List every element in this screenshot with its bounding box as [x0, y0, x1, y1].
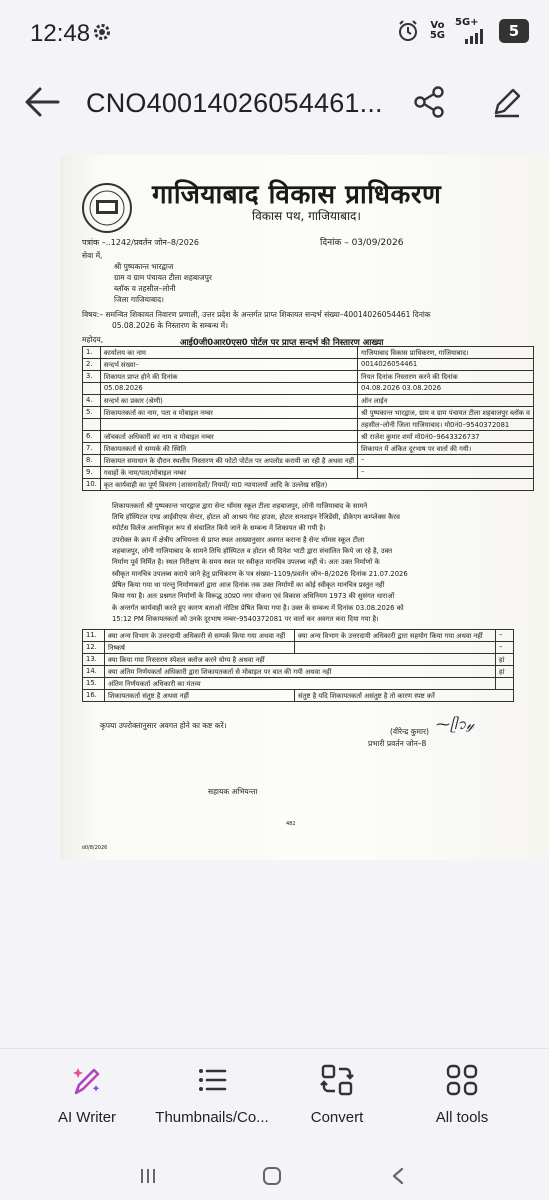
detail-line: स्वीकृत मानचित्र उपलब्ध कराये जाने हेतु प्राधिकरण के पत्र संख्या–1109/प्रवर्तन जोन–8/2026 दिनांक 21.07.2026	[112, 570, 408, 578]
table-row: 1. कार्यालय का नाम गाजियाबाद विकास प्राधिकरण, गाजियाबाद।	[83, 347, 534, 359]
salutation: महोदय,	[82, 335, 104, 344]
convert-button[interactable]	[272, 1063, 402, 1126]
signatory-name: (वीरेन्द्र कुमार)	[390, 727, 429, 736]
all-tools-icon	[445, 1063, 479, 1097]
thumbnails-label: Thumbnails/Co...	[155, 1109, 269, 1126]
table-row: 15. अंतिम निर्णयकर्ता अधिकारी का मंतव्य	[83, 678, 514, 690]
letter-date: दिनांक – 03/09/2026	[320, 238, 404, 248]
recent-apps-icon[interactable]	[138, 1166, 158, 1186]
document-page	[60, 155, 549, 860]
convert-label: Convert	[310, 1109, 364, 1126]
status-time: 12:48	[30, 20, 91, 47]
table-row: 4. सन्दर्भ का प्रकार (श्रेणी) ऑन लाईन	[83, 395, 534, 407]
table-row: 2. सन्दर्भ संख्या– 0014026054461	[83, 359, 534, 371]
recipient-line-2: ग्राम व ग्राम पंचायत टीला शहबाजपुर	[114, 273, 212, 282]
document-viewer[interactable]	[60, 155, 549, 860]
table-row: 7. शिकायतकर्ता से सम्पर्क की स्थिति शिकायत में अंकित दूरभाष पर वार्ता की गयी।	[83, 443, 534, 455]
gda-logo	[82, 183, 132, 233]
table-row: 14. क्या अंतिम निर्णयकर्ता अधिकारी द्वारा शिकायतकर्ता से मोबाइल पर बात की गयी अथवा नहीं हां	[83, 666, 514, 678]
table-row: 12. निष्कर्ष –	[83, 642, 514, 654]
detail-line: स्पोर्टस विलेज अनाधिकृत रूप से संचालित किये जाने के सम्बन्ध में शिकायत की गयी है।	[112, 524, 326, 532]
signal-group	[455, 18, 489, 44]
back-arrow-icon[interactable]	[22, 84, 62, 120]
thumbnails-icon	[195, 1063, 229, 1097]
alarm-icon	[396, 19, 420, 43]
letter-number: पत्रांक –..1242/प्रवर्तन जोन–8/2026	[82, 238, 199, 247]
disposal-table-2	[82, 629, 514, 702]
home-icon[interactable]	[262, 1166, 282, 1186]
signal-icon	[465, 28, 487, 44]
detail-line: तिथि हॉस्पिटल एण्ड आईवीएफ सेन्टर, होटल ओ आश्रय गेस्ट हाउस, होटल सनशाइन रेजिडेंसी, डीकेएम कम्प्लेक्स कैरव	[112, 513, 400, 521]
table-row: 6. जॉचकर्ता अधिकारी का नाम व मोबाइल नम्बर श्री राजेश कुमार शर्मा मो0नं0–9643326737	[83, 431, 534, 443]
status-indicators	[396, 18, 529, 44]
all-tools-button[interactable]	[397, 1063, 527, 1126]
bottom-toolbar	[0, 1048, 549, 1148]
network-top: Vo	[430, 20, 445, 31]
table-row: 5. शिकायतकर्ता का नाम, पता व मोबाइल नम्बर श्री पुष्पकान्त भारद्वाज, ग्राम व ग्राम पंचायत टीला शहबाजपुर ब्लॉक व	[83, 407, 534, 419]
detail-line: के अन्तर्गत कार्यवाही करते हुए कारण बताओ नोटिस प्रेषित किया गया है। उक्त के सम्बन्ध में दिनांक 03.08.2026 को	[112, 604, 404, 612]
nav-back-icon[interactable]	[388, 1166, 408, 1186]
footer-ref: प्र0/8/2026	[82, 845, 108, 851]
signatory-post: प्रभारी प्रवर्तन जोन–8	[368, 739, 427, 748]
document-title: CNO40014026054461...	[86, 88, 383, 118]
edit-pencil-icon[interactable]	[489, 84, 525, 120]
table-row: 05.08.2026 04.08.2026 03.08.2026	[83, 383, 534, 395]
disposal-table	[82, 346, 534, 491]
thumbnails-button[interactable]	[147, 1063, 277, 1126]
page-number: 482	[286, 821, 296, 827]
network-bottom: 5G	[429, 30, 445, 41]
closing-line: कृपया उपरोक्तानुसार अवगत होने का कष्ट करें।	[100, 721, 227, 730]
all-tools-label: All tools	[435, 1109, 489, 1126]
detail-line: शिकायतकर्ता श्री पुष्पकान्त भारद्वाज द्वारा सेन्ट थॉमस स्कूल टीला शहबाजपुर, लोनी गाजियाबाद के सामने	[112, 502, 368, 510]
table-row: 10. कृत कार्यवाही का पूर्ण विवरण (शासनादेशों/ नियमों/ मा0 न्यायालयों आदि के उल्लेख सहित)	[83, 479, 534, 491]
battery-indicator: 5	[499, 19, 529, 43]
recipient-line-4: जिला गाजियाबाद।	[114, 295, 164, 304]
seva-mein: सेवा में,	[82, 251, 103, 260]
detail-line: निर्माण पूर्व निर्मित है। स्थल निरीक्षण के समय स्थल पर स्वीकृत मानचित्र उपलब्ध नहीं थे। अतः उक्त निर्माणों के	[112, 558, 380, 566]
table-row: 16. शिकायतकर्ता संतुष्ट है अथवा नहीं संतुष्ट है यदि शिकायतकर्ता असंतुष्ट है तो कारण स्पष्ट करें	[83, 690, 514, 702]
detail-line: उपरोक्त के क्रम में क्षेत्रीय अभियन्ता से प्राप्त स्थल आख्यानुसार अवगत कराना है सेन्ट थॉमस स्कूल टीला	[112, 536, 365, 544]
app-bar	[0, 68, 549, 138]
detail-line: शहबाजपुर, लोनी गाजियाबाद के सामने तिथि हॉस्पिटल व होटल श्री दिनेश भाटी द्वारा संचालित किये जा रहे है, उक्त	[112, 547, 393, 555]
table-title: आई0जी0आर0एस0 पोर्टल पर प्राप्त सन्दर्भ की निस्तारण आख्या	[180, 338, 384, 348]
detail-line: किया गया है। अतः प्रश्नगत निर्माणों के विरूद्ध उ0प्र0 नगर योजना एवं विकास अधिनियम 1973 की सुसंगत धाराओं	[112, 592, 395, 600]
table-row: 9. गवाहों के नाम/पता/मोबाइल नम्बर –	[83, 467, 534, 479]
ai-writer-icon	[70, 1063, 104, 1097]
convert-icon	[320, 1063, 354, 1097]
share-icon[interactable]	[411, 84, 447, 120]
signal-label: 5G+	[455, 17, 479, 28]
table-row: 3. शिकायत प्राप्त होने की दिनांक नियत दिनांक निस्तारण करने की दिनांक	[83, 371, 534, 383]
org-name: गाजियाबाद विकास प्राधिकरण	[152, 180, 442, 210]
handwritten-signature: ⁓ᥫ᭡𝓎	[436, 717, 475, 733]
org-address: विकास पथ, गाजियाबाद।	[252, 209, 361, 223]
table-row: 13. क्या किया गया निस्तारण स्पेशल क्लोज करने योग्य है अथवा नहीं हां	[83, 654, 514, 666]
detail-line: 15:12 PM शिकायतकर्ता को उनके दूरभाष नम्बर–9540372081 पर वार्ता कर अवगत करा दिया गया है।	[112, 615, 379, 623]
subject-line-2: 05.08.2026 के निस्तारण के सम्बन्ध में।	[112, 321, 228, 330]
ai-writer-label: AI Writer	[57, 1109, 117, 1126]
gear-icon	[92, 22, 112, 42]
recipient-line-3: ब्लॉक व तहसील–लोनी	[114, 284, 176, 293]
table-row: 8. शिकायत समाधान के दौरान स्थलीय निस्तारण की फोटो पोर्टल पर अपलोड करायी जा रही है अथवा नहीं –	[83, 455, 534, 467]
recipient-line-1: श्री पुष्पकान्त भारद्वाज	[114, 262, 174, 271]
subject-line-1: विषय:– समन्वित शिकायत निवारण प्रणाली, उत्तर प्रदेश के अन्तर्गत प्राप्त शिकायत सन्दर्भ संख्या–40014026054461 दिनांक	[82, 310, 431, 319]
table-row: तहसील–लोनी जिला गाजियाबाद। मो0नं0–9540372081	[83, 419, 534, 431]
system-nav-bar	[0, 1150, 549, 1200]
table-row: 11. क्या अन्य विभाग के उत्तरदायी अधिकारी से सम्पर्क किया गया अथवा नहीं क्या अन्य विभाग के उत्तरदायी अधिकारी द्वारा सहयोग किया गया अथवा नहीं –	[83, 630, 514, 642]
volte-indicator	[430, 21, 445, 41]
assistant-engineer: सहायक अभियन्ता	[208, 787, 258, 796]
detail-line: प्रेषित किया गया था परन्तु निर्माणकर्ता द्वारा आज दिनांक तक उक्त निर्माणों का कोई स्वीकृत मानचित्र प्रस्तुत नहीं	[112, 581, 385, 589]
ai-writer-button[interactable]	[22, 1063, 152, 1126]
status-bar	[0, 0, 549, 68]
